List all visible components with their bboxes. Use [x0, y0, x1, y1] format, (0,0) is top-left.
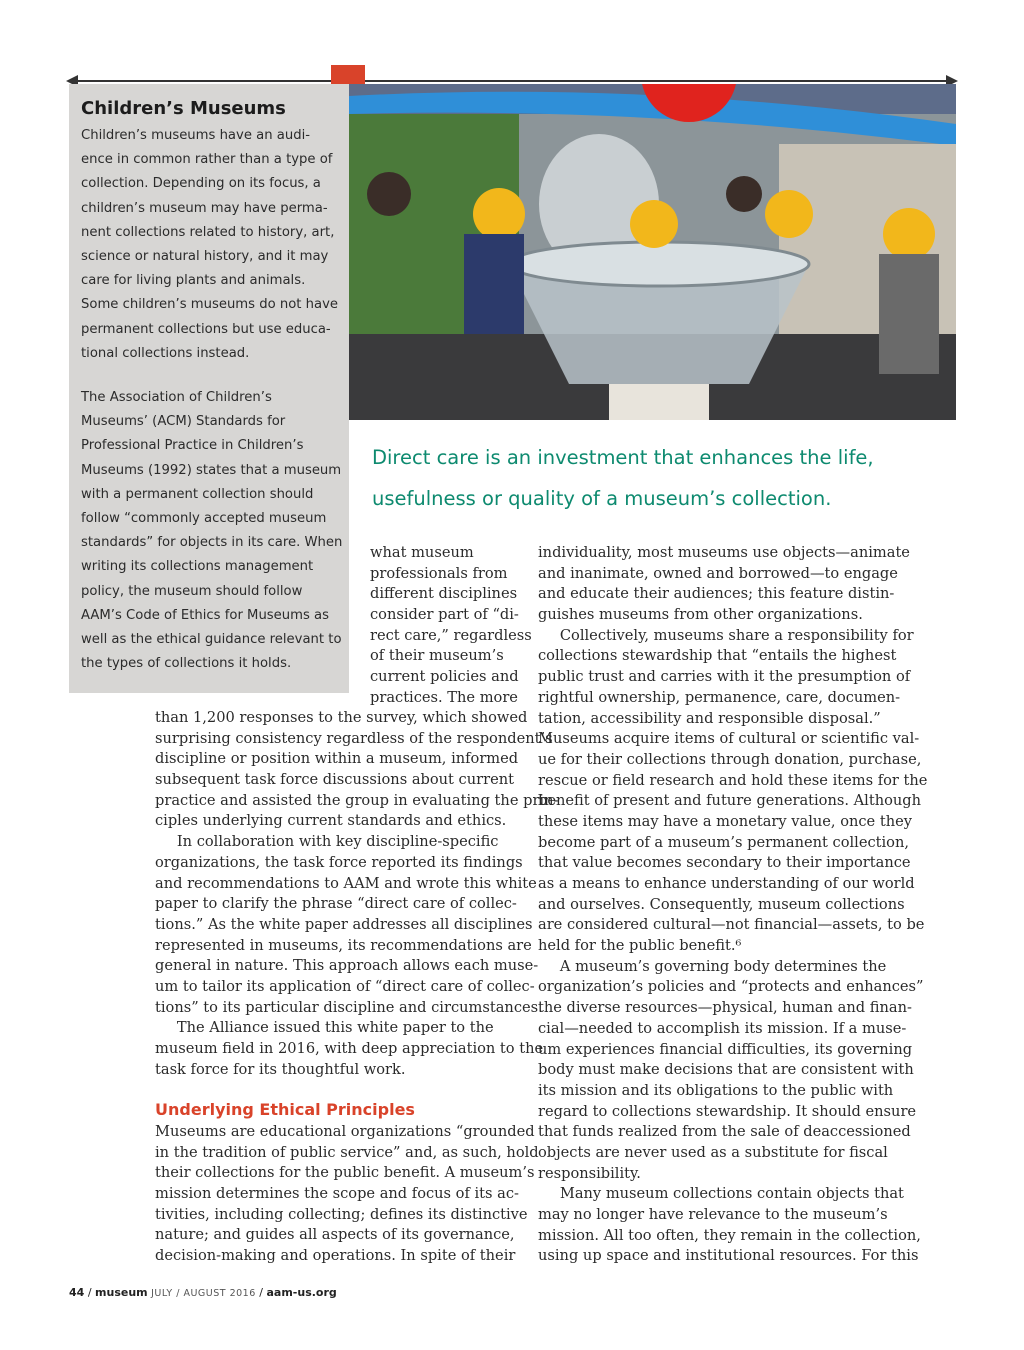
- text-line: are considered cultural—not financial—assets, to be: [538, 916, 925, 934]
- sidebar-title: Children’s Museums: [81, 98, 286, 119]
- text-line: consider part of “di-: [370, 606, 519, 624]
- text-line: collections stewardship that “entails the highest: [538, 647, 897, 665]
- sidebar-line: science or natural history, and it may: [81, 248, 329, 264]
- text-line: public trust and carries with it the presumption of: [538, 668, 911, 686]
- text-line: rightful ownership, permanence, care, documen-: [538, 688, 901, 706]
- sidebar-line: Professional Practice in Children’s: [81, 438, 304, 454]
- top-rule: [70, 80, 956, 82]
- sidebar-line: tional collections instead.: [81, 345, 250, 361]
- text-line: what museum: [370, 544, 474, 561]
- page-footer: [69, 1286, 337, 1299]
- page-number: 44: [69, 1286, 85, 1299]
- text-line: these items may have a monetary value, once they: [538, 812, 912, 830]
- text-line: subsequent task force discussions about current: [155, 771, 514, 789]
- text-line: individuality, most museums use objects—animate: [538, 544, 910, 561]
- sidebar-line: permanent collections but use educa-: [81, 321, 331, 337]
- text-line: tions” to its particular discipline and circumstances.: [155, 998, 543, 1016]
- text-line: as a means to enhance understanding of our world: [538, 875, 915, 892]
- section-heading: Underlying Ethical Principles: [155, 1100, 415, 1119]
- footer-separator: /: [87, 1286, 92, 1299]
- column-b-text: [538, 543, 927, 1267]
- sidebar-line: The Association of Children’s: [81, 390, 272, 405]
- sidebar-line: writing its collections management: [81, 559, 314, 575]
- magazine-name: museum: [95, 1286, 148, 1299]
- text-line: ciples underlying current standards and ethics.: [155, 812, 507, 830]
- sidebar-line: well as the ethical guidance relevant to: [81, 631, 342, 647]
- sidebar-paragraph-2: [81, 386, 342, 676]
- childrens-museums-sidebar: [69, 84, 349, 693]
- text-line: practice and assisted the group in evaluating the prin-: [155, 791, 559, 809]
- text-line: A museum’s governing body determines the: [538, 957, 887, 975]
- text-line: current policies and: [370, 668, 519, 686]
- text-line: become part of a museum’s permanent collection,: [538, 833, 910, 851]
- text-line: in the tradition of public service” and, as such, hold: [155, 1143, 539, 1161]
- text-line: organizations, the task force reported its findings: [155, 853, 523, 871]
- text-line: body must make decisions that are consistent with: [538, 1061, 914, 1079]
- text-line: benefit of present and future generations. Although: [538, 792, 922, 810]
- sidebar-line: ence in common rather than a type of: [81, 152, 333, 168]
- text-line: um experiences financial difficulties, its governing: [538, 1040, 913, 1058]
- sidebar-line: with a permanent collection should: [81, 486, 314, 502]
- text-line: museum field in 2016, with deep appreciation to the: [155, 1040, 544, 1057]
- column-a-continued-text: [155, 1122, 539, 1267]
- text-line: guishes museums from other organizations.: [538, 606, 863, 624]
- text-line: surprising consistency regardless of the respondent’s: [155, 729, 553, 747]
- sidebar-line: the types of collections it holds.: [81, 656, 292, 672]
- sidebar-line: policy, the museum should follow: [81, 583, 303, 599]
- text-line: and inanimate, owned and borrowed—to engage: [538, 564, 898, 582]
- text-line: held for the public benefit.⁶: [538, 937, 742, 955]
- website: aam-us.org: [266, 1286, 337, 1299]
- column-a-top-text: [370, 543, 532, 709]
- column-a-text: [155, 708, 558, 1080]
- text-line: decision-making and operations. In spite of their: [155, 1247, 516, 1265]
- text-line: objects are never used as a substitute for fiscal: [538, 1143, 888, 1161]
- text-line: task force for its thoughtful work.: [155, 1060, 406, 1078]
- text-line: tions.” As the white paper addresses all disciplines: [155, 915, 533, 933]
- text-line: of their museum’s: [370, 647, 504, 665]
- issue-date: JULY / AUGUST 2016: [151, 1288, 256, 1299]
- sidebar-line: care for living plants and animals.: [81, 273, 306, 289]
- text-line: Collectively, museums share a responsibility for: [538, 626, 914, 644]
- text-line: than 1,200 responses to the survey, which showed: [155, 709, 528, 726]
- text-line: that funds realized from the sale of deaccessioned: [538, 1123, 911, 1141]
- text-line: professionals from: [370, 564, 508, 582]
- text-line: and educate their audiences; this feature distin-: [538, 585, 895, 603]
- text-line: organization’s policies and “protects and enhances”: [538, 978, 924, 996]
- text-line: practices. The more: [370, 688, 518, 706]
- text-line: um to tailor its application of “direct care of collec-: [155, 977, 535, 995]
- pull-quote-line-2: usefulness or quality of a museum’s collection.: [372, 487, 832, 510]
- text-line: that value becomes secondary to their importance: [538, 854, 911, 872]
- text-line: tivities, including collecting; defines its distinctive: [155, 1205, 528, 1223]
- sidebar-line: Children’s museums have an audi-: [81, 128, 310, 143]
- text-line: and ourselves. Consequently, museum collections: [538, 895, 905, 913]
- photo-illustration: [349, 84, 956, 420]
- text-line: its mission and its obligations to the public with: [538, 1081, 894, 1099]
- footer-separator-2: /: [259, 1286, 263, 1299]
- sidebar-line: AAM’s Code of Ethics for Museums as: [81, 607, 330, 623]
- sidebar-line: nent collections related to history, art,: [81, 224, 335, 240]
- text-line: responsibility.: [538, 1164, 641, 1182]
- sidebar-line: children’s museum may have perma-: [81, 200, 328, 216]
- sidebar-line: collection. Depending on its focus, a: [81, 176, 321, 192]
- text-line: their collections for the public benefit. A museum’s: [155, 1164, 535, 1182]
- sidebar-line: standards” for objects in its care. When: [81, 535, 343, 551]
- text-line: rect care,” regardless: [370, 626, 532, 644]
- text-line: rescue or field research and hold these items for the: [538, 771, 928, 789]
- text-line: the diverse resources—physical, human and finan-: [538, 999, 912, 1017]
- text-line: Museums are educational organizations “grounded: [155, 1123, 535, 1140]
- text-line: cial—needed to accomplish its mission. If a muse-: [538, 1019, 907, 1037]
- sidebar-paragraph-1: [81, 124, 338, 366]
- text-line: may no longer have relevance to the museum’s: [538, 1206, 888, 1223]
- text-line: paper to clarify the phrase “direct care of collec-: [155, 895, 517, 913]
- sidebar-line: Museums’ (ACM) Standards for: [81, 414, 286, 430]
- text-line: and recommendations to AAM and wrote this white: [155, 874, 537, 892]
- sidebar-line: Museums (1992) states that a museum: [81, 462, 342, 478]
- text-line: Many museum collections contain objects that: [538, 1185, 904, 1203]
- text-line: nature; and guides all aspects of its governance,: [155, 1226, 515, 1244]
- pull-quote-line-1: Direct care is an investment that enhances the life,: [372, 446, 874, 469]
- text-line: Museums acquire items of cultural or scientific val-: [538, 730, 920, 748]
- text-line: mission. All too often, they remain in the collection,: [538, 1226, 921, 1244]
- sidebar-line: Some children’s museums do not have: [81, 297, 338, 313]
- text-line: regard to collections stewardship. It should ensure: [538, 1102, 917, 1120]
- text-line: The Alliance issued this white paper to the: [155, 1019, 494, 1037]
- text-line: tation, accessibility and responsible disposal.”: [538, 709, 881, 727]
- text-line: different disciplines: [370, 585, 518, 603]
- text-line: mission determines the scope and focus of its ac-: [155, 1185, 519, 1203]
- sidebar-line: follow “commonly accepted museum: [81, 510, 327, 526]
- text-line: discipline or position within a museum, informed: [155, 750, 519, 768]
- text-line: represented in museums, its recommendations are: [155, 936, 532, 954]
- text-line: using up space and institutional resources. For this: [538, 1247, 919, 1265]
- children-museum-photo: [349, 84, 956, 420]
- text-line: general in nature. This approach allows each muse-: [155, 957, 539, 975]
- text-line: ue for their collections through donation, purchase,: [538, 750, 922, 768]
- text-line: In collaboration with key discipline-specific: [155, 833, 499, 851]
